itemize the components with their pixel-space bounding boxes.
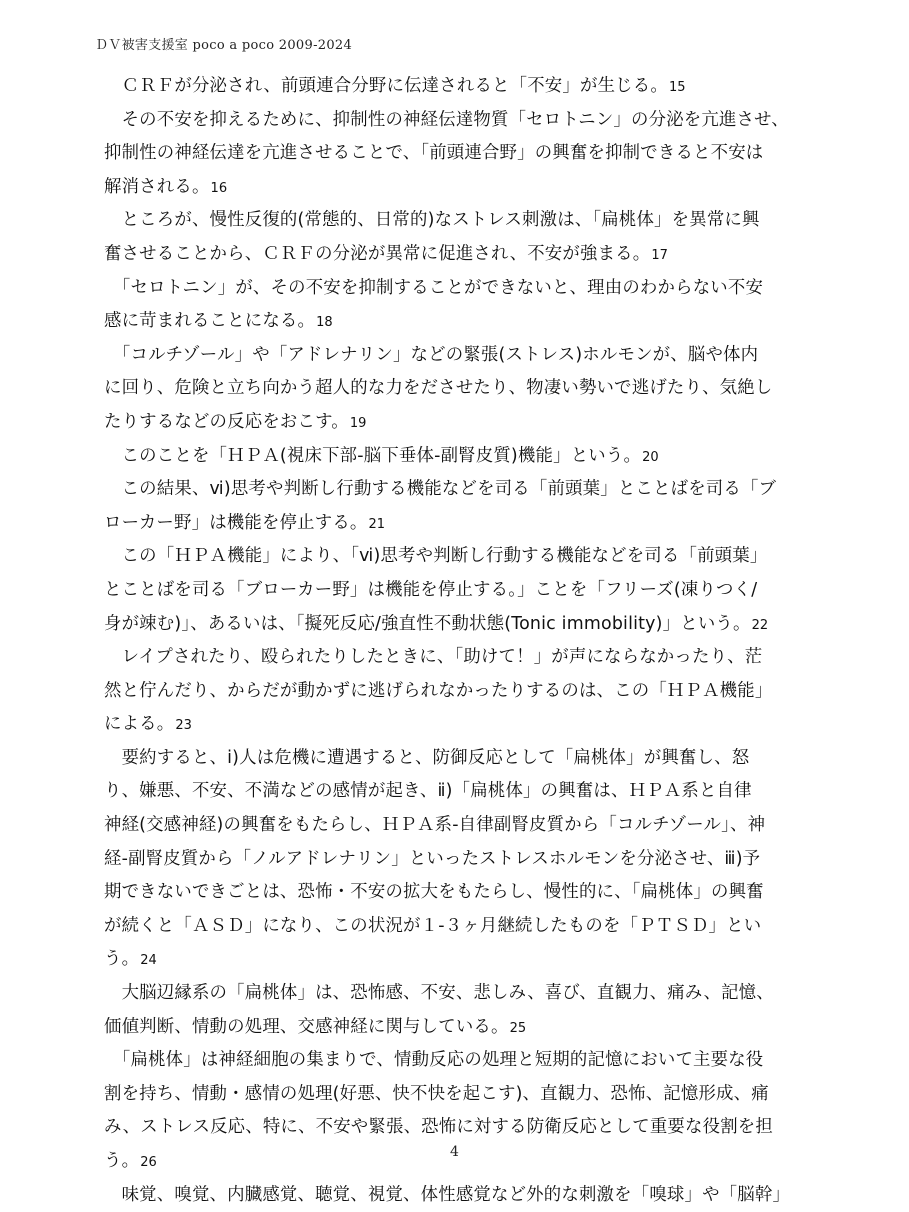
reference-number: 21 — [368, 516, 386, 532]
line-text: ＣＲＦが分泌され、前頭連合分野に伝達されると「不安」が生じる。 — [104, 76, 668, 96]
text-line — [104, 305, 824, 339]
line-text: 奮させることから、ＣＲＦの分泌が異常に促進され、不安が強まる。 — [104, 243, 651, 264]
text-line — [104, 540, 824, 574]
reference-number: 23 — [175, 718, 192, 734]
text-line — [104, 1044, 824, 1078]
line-text: たりするなどの反応をおこす。 — [104, 411, 349, 432]
text-line — [104, 507, 824, 541]
text-line — [104, 238, 824, 272]
text-line — [104, 1078, 824, 1112]
text-line — [104, 675, 824, 709]
text-line — [104, 977, 824, 1011]
text-line — [104, 708, 824, 742]
text-line — [104, 204, 824, 238]
text-line — [104, 742, 824, 776]
line-text: み、ストレス反応、特に、不安や緊張、恐怖に対する防衛反応として重要な役割を担 — [104, 1117, 773, 1138]
reference-number: 20 — [642, 449, 659, 465]
reference-number: 25 — [509, 1020, 527, 1036]
line-text: 然と佇んだり、からだが動かずに逃げられなかったりするのは、この「ＨＰＡ機能」 — [104, 680, 773, 701]
text-line — [104, 339, 824, 373]
reference-number: 16 — [210, 180, 228, 196]
reference-number: 24 — [140, 953, 157, 969]
text-line — [104, 608, 824, 642]
line-text: 身が竦む)」、あるいは、「擬死反応/強直性不動状態(Tonic immobility)」という。 — [104, 613, 751, 634]
line-text: 抑制性の神経伝達を亢進させることで、「前頭連合野」の興奮を抑制できると不安は — [104, 143, 764, 164]
line-text: その不安を抑えるために、抑制性の神経伝達物質「セロトニン」の分泌を亢進させ、 — [104, 109, 789, 130]
text-line — [104, 910, 824, 944]
text-line — [104, 809, 824, 843]
text-line — [104, 137, 824, 171]
reference-number: 18 — [316, 315, 333, 331]
line-text: 「セロトニン」が、その不安を抑制することができないと、理由のわからない不安 — [104, 277, 764, 298]
text-line — [104, 1011, 824, 1045]
text-line — [104, 372, 824, 406]
line-text: 要約すると、ⅰ)人は危機に遭遇すると、防御反応として「扁桃体」が興奮し、怒 — [104, 747, 750, 768]
text-line — [104, 473, 824, 507]
line-text: とことばを司る「ブローカー野」は機能を停止する。」ことを「フリーズ(凍りつく/ — [104, 579, 758, 600]
line-text: 割を持ち、情動・感情の処理(好悪、快不快を起こす)、直観力、恐怖、記憶形成、痛 — [104, 1083, 769, 1104]
text-line — [104, 70, 824, 104]
line-text: 「扁桃体」は神経細胞の集まりで、情動反応の処理と短期的記憶において主要な役 — [104, 1050, 764, 1071]
line-text: ローカー野」は機能を停止する。 — [104, 512, 368, 533]
line-text: このことを「ＨＰＡ(視床下部-脳下垂体-副腎皮質)機能」という。 — [104, 445, 642, 466]
page-number: 4 — [450, 1144, 459, 1160]
text-line — [104, 574, 824, 608]
text-line — [104, 876, 824, 910]
line-text: 期できないできごとは、恐怖・不安の拡大をもたらし、慢性的に、「扁桃体」の興奮 — [104, 882, 764, 903]
line-text: 「コルチゾール」や「アドレナリン」などの緊張(ストレス)ホルモンが、脳や体内 — [104, 344, 759, 365]
reference-number: 26 — [140, 1155, 157, 1170]
text-line — [104, 171, 824, 205]
line-text: 感に苛まれることになる。 — [104, 311, 316, 332]
line-text: に回り、危険と立ち向かう超人的な力をださせたり、物凄い勢いで逃げたり、気絶し — [104, 378, 773, 399]
line-text: 神経(交感神経)の興奮をもたらし、ＨＰＡ系-自律副腎皮質から「コルチゾール」、神 — [104, 815, 766, 836]
line-text: 大脳辺縁系の「扁桃体」は、恐怖感、不安、悲しみ、喜び、直観力、痛み、記憶、 — [104, 983, 774, 1004]
text-line — [104, 775, 824, 809]
text-line — [104, 641, 824, 675]
line-text: による。 — [104, 714, 175, 735]
line-text: 経-副腎皮質から「ノルアドレナリン」といったストレスホルモンを分泌させ、ⅲ)予 — [104, 848, 761, 869]
line-text: が続くと「ＡＳＤ」になり、この状況が１-３ヶ月継続したものを「ＰＴＳＤ」とい — [104, 915, 762, 936]
line-text: この結果、ⅵ)思考や判断し行動する機能などを司る「前頭葉」とことばを司る「ブ — [104, 479, 777, 500]
text-line — [104, 943, 824, 977]
line-text: う。 — [104, 949, 140, 970]
line-text: 解消される。 — [104, 176, 210, 197]
document-body — [104, 70, 824, 1212]
line-text: 味覚、嗅覚、内臓感覚、聴覚、視覚、体性感覚など外的な刺激を「嗅球」や「脳幹」 — [104, 1184, 791, 1205]
text-line — [104, 1179, 824, 1212]
document-header: ＤＶ被害支援室 poco a poco 2009-2024 — [95, 38, 353, 53]
line-text: レイプされたり、殴られたりしたときに、「助けて！」が声にならなかったり、茫 — [104, 647, 763, 668]
reference-number: 19 — [349, 415, 367, 431]
line-text: 価値判断、情動の処理、交感神経に関与している。 — [104, 1016, 509, 1037]
reference-number: 15 — [668, 80, 686, 95]
line-text: この「ＨＰＡ機能」により、「ⅵ)思考や判断し行動する機能などを司る「前頭葉」 — [104, 546, 768, 567]
text-line — [104, 272, 824, 306]
reference-number: 22 — [751, 617, 769, 633]
text-line — [104, 104, 824, 138]
reference-number: 17 — [651, 247, 668, 263]
line-text: う。 — [104, 1151, 140, 1171]
text-line — [104, 440, 824, 474]
line-text: り、嫌悪、不安、不満などの感情が起き、ⅱ)「扁桃体」の興奮は、ＨＰＡ系と自律 — [104, 781, 752, 802]
text-line — [104, 406, 824, 440]
text-line — [104, 1111, 824, 1145]
text-line — [104, 843, 824, 877]
line-text: ところが、慢性反復的(常態的、日常的)なストレス刺激は、「扁桃体」を異常に興 — [104, 210, 760, 231]
